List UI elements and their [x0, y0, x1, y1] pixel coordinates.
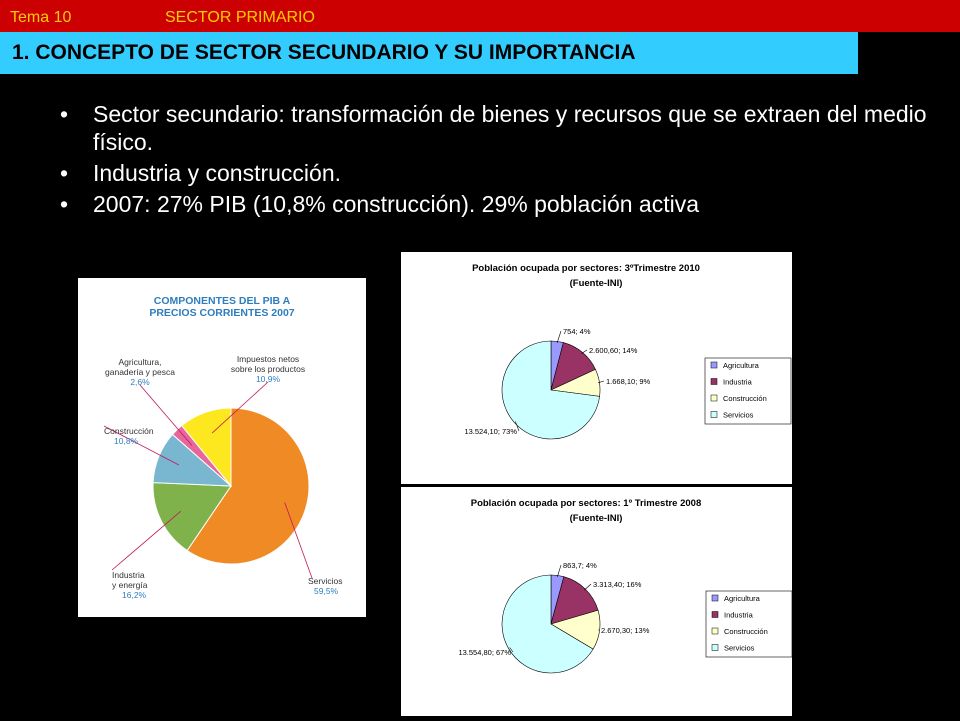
- slice-data-label: 2.600,60; 14%: [589, 346, 638, 355]
- employment-2010-chart-panel: [401, 252, 792, 484]
- leader-line: [140, 385, 192, 446]
- legend-swatch: [712, 645, 718, 651]
- chart-subtitle: (Fuente-INI): [569, 278, 623, 289]
- slide-title-box: [0, 32, 858, 74]
- employment-2010-pie-chart: [401, 252, 792, 484]
- slice-value-label: 59,5%: [314, 586, 339, 596]
- slice-data-label: 3.313,40; 16%: [593, 580, 642, 589]
- legend-item-servicios: Servicios: [724, 643, 755, 653]
- pib-chart-panel: [78, 278, 366, 617]
- slice-data-label: 1.668,10; 9%: [606, 377, 651, 386]
- legend-swatch: [712, 612, 718, 618]
- legend-swatch: [711, 412, 717, 418]
- legend-item-construccion: Construcción: [723, 394, 767, 403]
- leader-line: [557, 565, 561, 577]
- slice-label: Servicios: [308, 576, 343, 586]
- chart-title: Población ocupada por sectores: 3ºTrimestre 2010: [472, 263, 700, 274]
- bullet-dot-icon: •: [60, 160, 69, 186]
- chart-title: Población ocupada por sectores: 1º Trimestre 2008: [470, 498, 702, 509]
- employment-2008-pie-chart: [401, 487, 792, 716]
- chart-title-line: PRECIOS CORRIENTES 2007: [149, 307, 295, 319]
- slice-label: y energía: [112, 580, 148, 590]
- legend-swatch: [712, 595, 718, 601]
- legend-item-agricultura: Agricultura: [723, 361, 759, 370]
- legend-swatch: [711, 362, 717, 368]
- bullet-list: [60, 100, 950, 221]
- slice-label: sobre los productos: [230, 364, 306, 374]
- tema-label: Tema 10: [10, 9, 72, 26]
- slice-label: Construcción: [104, 426, 154, 436]
- slice-label: ganadería y pesca: [105, 367, 175, 377]
- leader-line: [112, 511, 181, 570]
- bullet-dot-icon: •: [60, 101, 69, 127]
- slice-data-label: 13.524,10; 73%: [464, 427, 517, 436]
- bullet-text: 2007: 27% PIB (10,8% construcción). 29% población activa: [93, 191, 700, 217]
- bullet-item: [60, 159, 950, 187]
- legend-item-agricultura: Agricultura: [724, 594, 760, 603]
- slice-data-label: 2.670,30; 13%: [601, 626, 650, 635]
- employment-2008-chart-panel: [401, 487, 792, 716]
- legend-swatch: [711, 379, 717, 385]
- slice-label: Impuestos netos: [236, 354, 300, 364]
- slice-value-label: 10,8%: [114, 436, 139, 446]
- slice-data-label: 754; 4%: [563, 327, 591, 336]
- slice-value-label: 16,2%: [122, 590, 147, 600]
- legend-swatch: [712, 628, 718, 634]
- slice-data-label: 13.554,80; 67%: [458, 648, 511, 657]
- sector-label: SECTOR PRIMARIO: [165, 9, 315, 26]
- bullet-dot-icon: •: [60, 191, 69, 217]
- legend-item-construccion: Construcción: [724, 627, 768, 636]
- pib-pie-chart: [78, 278, 366, 617]
- bullet-text: Industria y construcción.: [93, 160, 342, 186]
- slice-label: Industria: [112, 570, 145, 580]
- bullet-item: [60, 190, 950, 218]
- bullet-item: [60, 100, 950, 156]
- slice-data-label: 863,7; 4%: [563, 561, 597, 570]
- chart-title-line: COMPONENTES DEL PIB A: [153, 295, 291, 307]
- chart-subtitle: (Fuente-INI): [569, 513, 623, 524]
- legend-item-servicios: Servicios: [723, 410, 754, 420]
- top-bar: [0, 0, 960, 32]
- leader-line: [584, 584, 591, 590]
- bullet-text: Sector secundario: transformación de bienes y recursos que se extraen del medio físico.: [93, 101, 927, 155]
- leader-line: [557, 331, 561, 343]
- slide-title: 1. CONCEPTO DE SECTOR SECUNDARIO Y SU IMPORTANCIA: [12, 41, 636, 64]
- legend-item-industria: Industria: [724, 610, 753, 620]
- slice-value-label: 2,6%: [130, 377, 150, 387]
- legend-swatch: [711, 395, 717, 401]
- slice-value-label: 10,9%: [255, 374, 281, 384]
- legend-item-industria: Industria: [723, 377, 752, 387]
- slice-label: Agricultura,: [118, 357, 162, 367]
